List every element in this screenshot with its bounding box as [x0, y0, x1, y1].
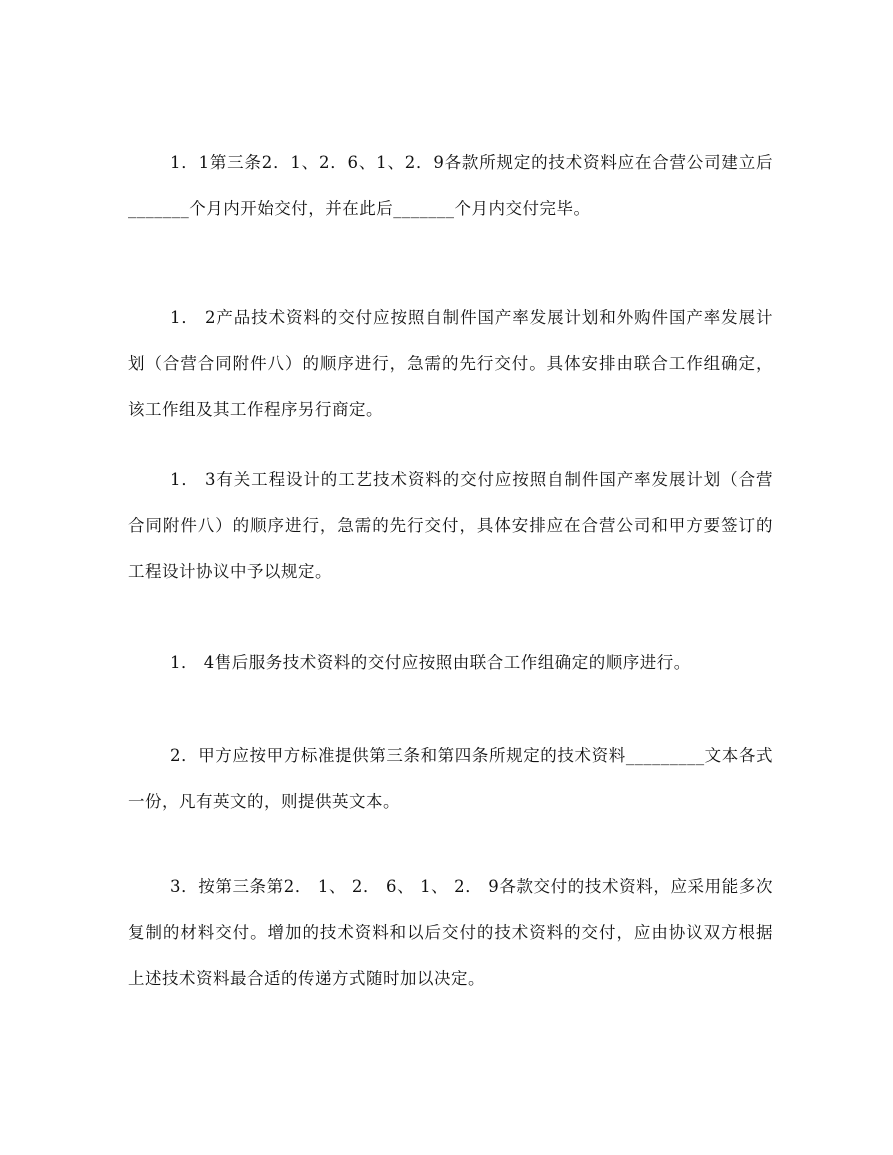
paragraph-2: 2．甲方应按甲方标准提供第三条和第四条所规定的技术资料_________文本各式一份，凡有英文的，则提供英文本。 [128, 746, 773, 811]
paragraph-1-2: 1． 2产品技术资料的交付应按照自制件国产率发展计划和外购件国产率发展计划（合营合同附件八）的顺序进行，急需的先行交付。具体安排由联合工作组确定，该工作组及其工作程序另行商定。 [128, 308, 773, 419]
paragraph-1-1: 1．1第三条2．1、2．6、1、2．9各款所规定的技术资料应在合营公司建立后_______个月内开始交付，并在此后_______个月内交付完毕。 [128, 153, 773, 218]
paragraph-1-4: 1． 4售后服务技术资料的交付应按照由联合工作组确定的顺序进行。 [170, 653, 691, 672]
paragraph-1-3: 1． 3有关工程设计的工艺技术资料的交付应按照自制件国产率发展计划（合营合同附件八）的顺序进行，急需的先行交付，具体安排应在合营公司和甲方要签订的工程设计协议中予以规定。 [128, 470, 773, 581]
paragraph-3: 3．按第三条第2． 1、 2． 6、 1、 2． 9各款交付的技术资料，应采用能多次复制的材料交付。增加的技术资料和以后交付的技术资料的交付，应由协议双方根据上述技术资料最合适的传递方式随时加以决定。 [128, 877, 773, 988]
